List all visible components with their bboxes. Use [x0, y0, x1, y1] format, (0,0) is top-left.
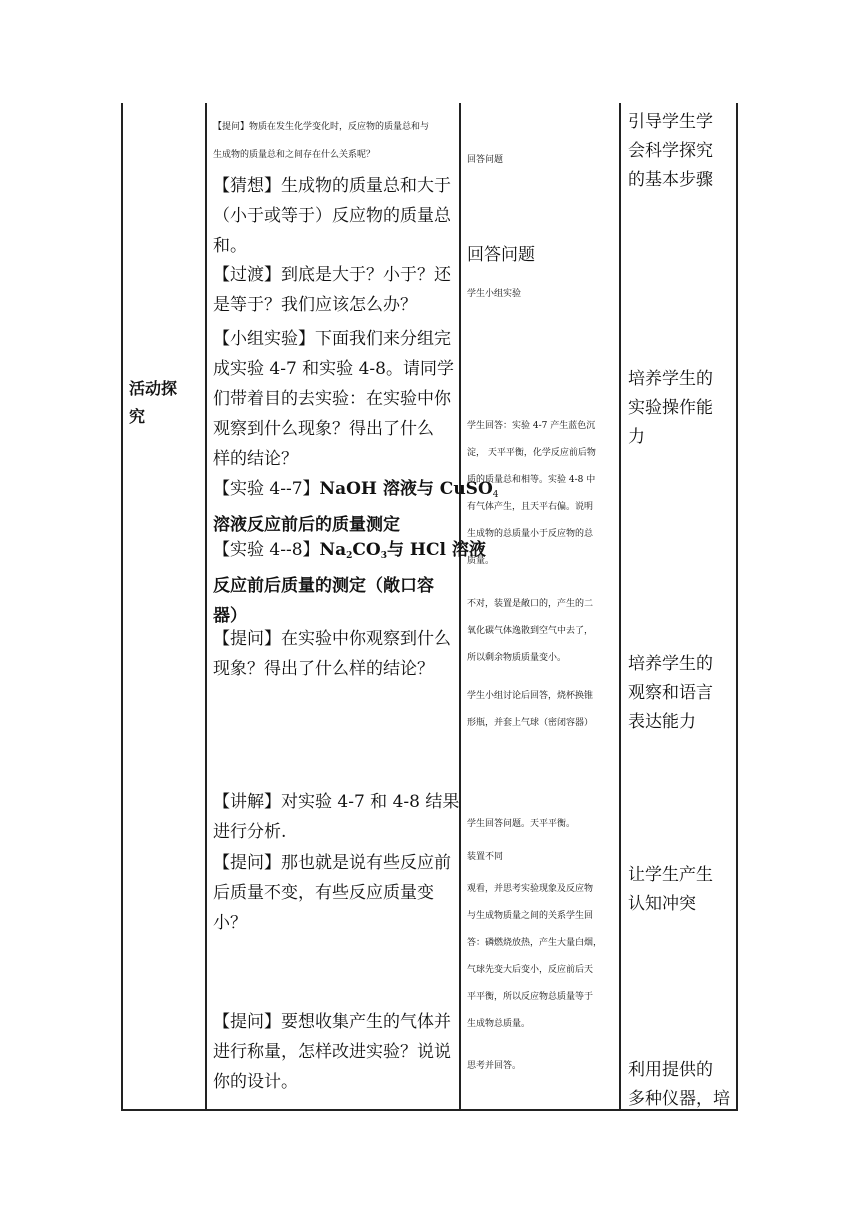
intent-4: 让学生产生 认知冲突 [628, 865, 713, 914]
teacher-question-1: 【提问】物质在发生化学变化时，反应物的质量总和与 生成物的质量总和之间存在什么关系呢？ [213, 122, 430, 160]
teacher-question-2: 【提问】在实验中你观察到什么 现象？得出了什么样的结论？ [213, 629, 451, 679]
teacher-question-3: 【提问】那也就是说有些反应前 后质量不变，有些反应质量变 小？ [213, 853, 451, 933]
teacher-group-experiment: 【小组实验】下面我们来分组完 成实验 4-7 和实验 4-8。请同学 们带着目的去实验：在实验中你 观察到什么现象？得出了什么 样的结论？ [213, 329, 454, 469]
teacher-transition: 【过渡】到底是大于？小于？还 是等于？我们应该怎么办？ [213, 265, 451, 315]
experiment-4-8: 【实验 4--8】$Na_2CO_3$与 HCl 溶液 反应前后质量的测定（敞口容 器） [213, 540, 486, 626]
student-answer-device: 装置不同 [467, 852, 504, 862]
student-answer-experiments: 学生回答：实验 4-7 产生蓝色沉 淀， 天平平衡，化学反应前后物 质的质量总和相等。实验 4-8 中 有气体产生，且天平右偏。说明 生成物的总质量小于反应物的总 质量。 [467, 421, 596, 566]
intent-3: 培养学生的 观察和语言 表达能力 [628, 654, 713, 732]
intent-2: 培养学生的 实验操作能 力 [628, 369, 713, 447]
teacher-explanation: 【讲解】对实验 4-7 和 4-8 结果 进行分析. [213, 792, 460, 842]
experiment-4-7: 【实验 4--7】NaOH 溶液与 CuSO$_4$ 溶液反应前后的质量测定 [213, 479, 499, 535]
table-border-right [736, 103, 738, 1111]
intent-5: 利用提供的 多种仪器，培 [628, 1060, 730, 1109]
stage-label: 活动探 究 [129, 379, 178, 426]
teacher-question-4: 【提问】要想收集产生的气体并 进行称量，怎样改进实验？说说 你的设计。 [213, 1012, 451, 1092]
lesson-table [121, 103, 738, 1111]
student-think-answer: 思考并回答。 [467, 1061, 522, 1071]
student-group-discussion: 学生小组讨论后回答，烧杯换锥 形瓶，并套上气球（密闭容器） [467, 691, 594, 728]
student-answer-2: 回答问题 [467, 245, 535, 265]
student-group-experiment: 学生小组实验 [467, 289, 522, 299]
column-divider-3 [619, 103, 621, 1111]
student-answer-open-container: 不对，装置是敞口的，产生的二 氧化碳气体逸散到空气中去了， 所以剩余物质质量变小。 [467, 599, 594, 663]
student-observation: 观看，并思考实验现象及反应物 与生成物质量之间的关系学生回 答：磷燃烧放热，产生大量白烟， 气球先变大后变小，反应前后天 平平衡，所以反应物总质量等于 生成物总质量。 [467, 884, 603, 1029]
intent-1: 引导学生学 会科学探究 的基本步骤 [628, 112, 713, 190]
student-answer-1: 回答问题 [467, 155, 504, 165]
student-answer-balance: 学生回答问题。天平平衡。 [467, 819, 576, 829]
teacher-guess: 【猜想】生成物的质量总和大于 （小于或等于）反应物的质量总 和。 [213, 176, 451, 256]
table-border-left [121, 103, 123, 1111]
column-divider-1 [205, 103, 207, 1111]
